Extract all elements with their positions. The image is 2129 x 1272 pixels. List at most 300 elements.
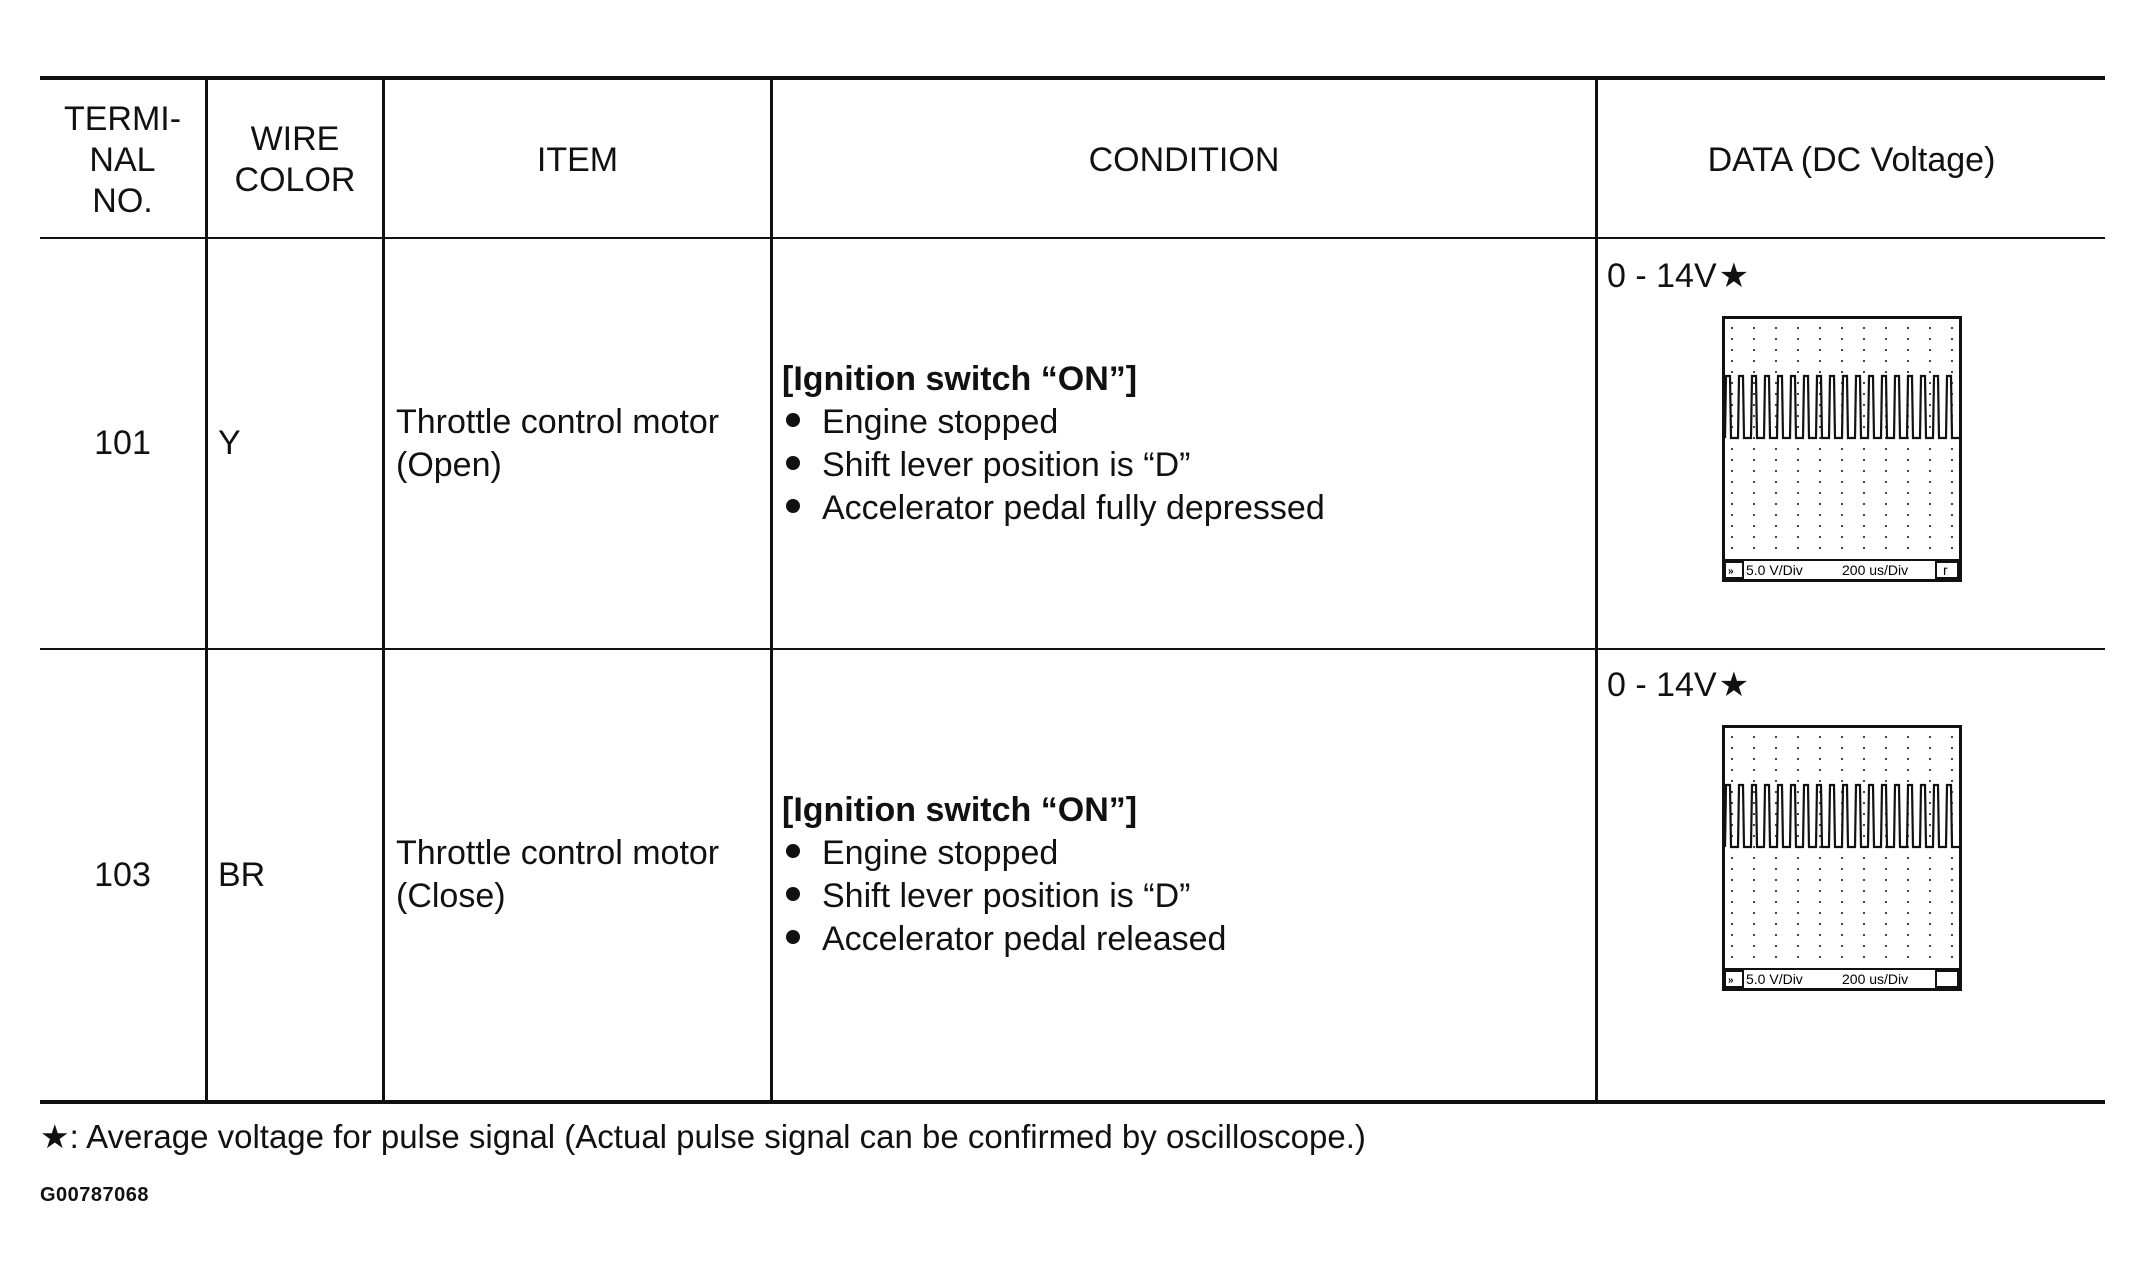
scope-grid-dot bbox=[1929, 824, 1931, 826]
scope-grid-dot bbox=[1885, 481, 1887, 483]
scope-grid-dot bbox=[1775, 492, 1777, 494]
scope-grid-dot bbox=[1753, 349, 1755, 351]
scope-grid-dot bbox=[1753, 912, 1755, 914]
scope-grid-dot bbox=[1929, 426, 1931, 428]
scope-grid-dot bbox=[1753, 393, 1755, 395]
scope-grid-dot bbox=[1731, 923, 1733, 925]
scope-grid-dot bbox=[1731, 769, 1733, 771]
scope-grid-dot bbox=[1951, 514, 1953, 516]
scope-grid-dot bbox=[1753, 459, 1755, 461]
scope-grid-dot bbox=[1731, 470, 1733, 472]
scope-grid-dot bbox=[1951, 547, 1953, 549]
scope-grid-dot bbox=[1863, 802, 1865, 804]
scope-grid-dot bbox=[1951, 879, 1953, 881]
scope-grid-dot bbox=[1731, 349, 1733, 351]
scope-grid-dot bbox=[1731, 912, 1733, 914]
scope-grid-dot bbox=[1929, 923, 1931, 925]
scope-grid-dot bbox=[1863, 525, 1865, 527]
condition-item bbox=[782, 832, 1592, 875]
scope-grid-dot bbox=[1819, 459, 1821, 461]
scope-grid-dot bbox=[1863, 912, 1865, 914]
scope-grid-dot bbox=[1951, 503, 1953, 505]
scope-grid-dot bbox=[1885, 514, 1887, 516]
bullet-icon bbox=[786, 413, 800, 427]
scope-grid-dot bbox=[1907, 780, 1909, 782]
scope-grid-dot bbox=[1775, 327, 1777, 329]
condition-text: Accelerator pedal released bbox=[822, 920, 1227, 958]
scope-grid-dot bbox=[1775, 868, 1777, 870]
scope-grid-dot bbox=[1863, 327, 1865, 329]
condition-item bbox=[782, 487, 1592, 530]
scope-grid-dot bbox=[1907, 525, 1909, 527]
bullet-icon bbox=[786, 499, 800, 513]
header-terminal-line: TERMI- bbox=[63, 99, 182, 138]
scope-grid-dot bbox=[1819, 547, 1821, 549]
scope-grid-dot bbox=[1775, 547, 1777, 549]
scope-grid-dot bbox=[1951, 492, 1953, 494]
scope-grid-dot bbox=[1797, 349, 1799, 351]
scope-grid-dot bbox=[1797, 824, 1799, 826]
scope-tdiv: 200 us/Div bbox=[1842, 971, 1909, 987]
scope-grid-dot bbox=[1907, 371, 1909, 373]
scope-grid-dot bbox=[1841, 536, 1843, 538]
scope-grid-dot bbox=[1951, 934, 1953, 936]
scope-grid-dot bbox=[1775, 536, 1777, 538]
scope-grid-dot bbox=[1929, 890, 1931, 892]
scope-grid-dot bbox=[1797, 758, 1799, 760]
scope-grid-dot bbox=[1863, 349, 1865, 351]
scope-grid-dot bbox=[1907, 536, 1909, 538]
scope-grid-dot bbox=[1885, 736, 1887, 738]
scope-grid-dot bbox=[1731, 956, 1733, 958]
scope-grid-dot bbox=[1819, 890, 1821, 892]
scope-grid-dot bbox=[1753, 470, 1755, 472]
scope-grid-dot bbox=[1841, 868, 1843, 870]
oscilloscope-graphic bbox=[1722, 316, 1962, 582]
scope-grid-dot bbox=[1863, 758, 1865, 760]
scope-grid-dot bbox=[1731, 459, 1733, 461]
header-wire-color bbox=[208, 82, 382, 238]
scope-grid-dot bbox=[1775, 901, 1777, 903]
scope-grid-dot bbox=[1929, 536, 1931, 538]
header-item bbox=[385, 82, 770, 238]
scope-grid-dot bbox=[1819, 846, 1821, 848]
scope-grid-dot bbox=[1753, 868, 1755, 870]
scope-grid-dot bbox=[1753, 536, 1755, 538]
scope-grid-dot bbox=[1819, 758, 1821, 760]
scope-grid-dot bbox=[1775, 448, 1777, 450]
scope-grid-dot bbox=[1907, 934, 1909, 936]
scope-grid-dot bbox=[1775, 747, 1777, 749]
scope-grid-dot bbox=[1797, 393, 1799, 395]
scope-grid-dot bbox=[1731, 879, 1733, 881]
scope-grid-dot bbox=[1951, 327, 1953, 329]
scope-grid-dot bbox=[1929, 934, 1931, 936]
scope-grid-dot bbox=[1775, 769, 1777, 771]
scope-grid-dot bbox=[1863, 503, 1865, 505]
condition-cell bbox=[782, 239, 1592, 648]
voltage-value bbox=[1607, 665, 1749, 705]
scope-grid-dot bbox=[1731, 901, 1733, 903]
scope-grid-dot bbox=[1885, 945, 1887, 947]
scope-tdiv: 200 us/Div bbox=[1842, 562, 1909, 578]
scope-grid-dot bbox=[1863, 945, 1865, 947]
scope-grid-dot bbox=[1797, 404, 1799, 406]
scope-grid-dot bbox=[1775, 736, 1777, 738]
scope-grid-dot bbox=[1951, 956, 1953, 958]
scope-grid-dot bbox=[1753, 371, 1755, 373]
scope-grid-dot bbox=[1753, 890, 1755, 892]
scope-grid-dot bbox=[1753, 879, 1755, 881]
scope-grid-dot bbox=[1775, 879, 1777, 881]
scope-grid-dot bbox=[1819, 371, 1821, 373]
scope-grid-dot bbox=[1929, 415, 1931, 417]
condition-item bbox=[782, 401, 1592, 444]
scope-grid-dot bbox=[1841, 459, 1843, 461]
scope-grid-dot bbox=[1929, 945, 1931, 947]
condition-title: [Ignition switch “ON”] bbox=[782, 359, 1138, 398]
header-condition-label: CONDITION bbox=[1088, 140, 1280, 179]
scope-grid-dot bbox=[1753, 791, 1755, 793]
scope-grid-dot bbox=[1753, 835, 1755, 837]
scope-grid-dot bbox=[1753, 923, 1755, 925]
scope-grid-dot bbox=[1819, 956, 1821, 958]
voltage-range: 0 - 14V bbox=[1607, 256, 1717, 295]
scope-grid-dot bbox=[1731, 371, 1733, 373]
scope-grid-dot bbox=[1841, 525, 1843, 527]
scope-grid-dot bbox=[1929, 404, 1931, 406]
scope-grid-dot bbox=[1819, 934, 1821, 936]
scope-grid-dot bbox=[1863, 835, 1865, 837]
voltage-value bbox=[1607, 256, 1749, 296]
bullet-icon bbox=[786, 456, 800, 470]
scope-grid-dot bbox=[1797, 481, 1799, 483]
header-data bbox=[1598, 82, 2105, 238]
scope-vdiv: 5.0 V/Div bbox=[1746, 562, 1803, 578]
item-cell bbox=[396, 239, 766, 648]
scope-grid-dot bbox=[1797, 956, 1799, 958]
scope-grid-dot bbox=[1775, 349, 1777, 351]
scope-grid-dot bbox=[1797, 945, 1799, 947]
scope-grid-dot bbox=[1797, 525, 1799, 527]
scope-grid-dot bbox=[1929, 813, 1931, 815]
scope-grid-dot bbox=[1819, 912, 1821, 914]
scope-grid-dot bbox=[1775, 857, 1777, 859]
scope-grid-dot bbox=[1841, 747, 1843, 749]
scope-grid-dot bbox=[1863, 824, 1865, 826]
scope-grid-dot bbox=[1753, 525, 1755, 527]
scope-grid-dot bbox=[1819, 437, 1821, 439]
scope-grid-dot bbox=[1731, 338, 1733, 340]
scope-grid-dot bbox=[1753, 415, 1755, 417]
scope-grid-dot bbox=[1863, 371, 1865, 373]
scope-grid-dot bbox=[1907, 547, 1909, 549]
scope-grid-dot bbox=[1819, 901, 1821, 903]
scope-grid-dot bbox=[1819, 736, 1821, 738]
terminal-number-cell bbox=[40, 239, 205, 648]
scope-grid-dot bbox=[1797, 835, 1799, 837]
scope-grid-dot bbox=[1753, 404, 1755, 406]
scope-grid-dot bbox=[1863, 536, 1865, 538]
scope-grid-dot bbox=[1841, 371, 1843, 373]
scope-grid-dot bbox=[1819, 338, 1821, 340]
scope-grid-dot bbox=[1841, 934, 1843, 936]
scope-grid-dot bbox=[1885, 857, 1887, 859]
star-icon: ★ bbox=[1718, 257, 1750, 295]
condition-item bbox=[782, 918, 1592, 961]
scope-grid-dot bbox=[1863, 481, 1865, 483]
footnote bbox=[40, 1117, 1366, 1156]
item-name: Throttle control motor bbox=[396, 834, 720, 872]
scope-grid-dot bbox=[1753, 492, 1755, 494]
scope-grid-dot bbox=[1929, 393, 1931, 395]
scope-grid-dot bbox=[1841, 857, 1843, 859]
scope-grid-dot bbox=[1797, 868, 1799, 870]
scope-grid-dot bbox=[1819, 945, 1821, 947]
scope-grid-dot bbox=[1907, 868, 1909, 870]
scope-grid-dot bbox=[1929, 912, 1931, 914]
scope-grid-dot bbox=[1753, 327, 1755, 329]
scope-grid-dot bbox=[1819, 857, 1821, 859]
scope-grid-dot bbox=[1819, 503, 1821, 505]
scope-grid-dot bbox=[1929, 382, 1931, 384]
scope-grid-dot bbox=[1885, 758, 1887, 760]
scope-grid-dot bbox=[1753, 547, 1755, 549]
scope-grid-dot bbox=[1863, 956, 1865, 958]
scope-grid-dot bbox=[1819, 448, 1821, 450]
scope-grid-dot bbox=[1929, 956, 1931, 958]
scope-grid-dot bbox=[1797, 747, 1799, 749]
scope-grid-dot bbox=[1885, 912, 1887, 914]
scope-grid-dot bbox=[1863, 547, 1865, 549]
scope-grid-dot bbox=[1907, 956, 1909, 958]
scope-grid-dot bbox=[1841, 338, 1843, 340]
scope-grid-dot bbox=[1929, 338, 1931, 340]
condition-text: Shift lever position is “D” bbox=[822, 877, 1191, 915]
scope-grid-dot bbox=[1841, 901, 1843, 903]
scope-grid-dot bbox=[1951, 536, 1953, 538]
scope-grid-dot bbox=[1797, 780, 1799, 782]
item-qualifier: (Close) bbox=[396, 877, 506, 915]
scope-grid-dot bbox=[1731, 791, 1733, 793]
scope-grid-dot bbox=[1775, 459, 1777, 461]
scope-grid-dot bbox=[1775, 934, 1777, 936]
scope-grid-dot bbox=[1797, 492, 1799, 494]
scope-grid-dot bbox=[1797, 371, 1799, 373]
scope-grid-dot bbox=[1863, 857, 1865, 859]
scope-grid-dot bbox=[1819, 360, 1821, 362]
scope-grid-dot bbox=[1753, 857, 1755, 859]
scope-grid-dot bbox=[1929, 349, 1931, 351]
item-name: Throttle control motor bbox=[396, 402, 720, 441]
scope-grid-dot bbox=[1885, 470, 1887, 472]
scope-grid-dot bbox=[1885, 890, 1887, 892]
header-terminal-line: NO. bbox=[92, 181, 153, 220]
scope-grid-dot bbox=[1797, 327, 1799, 329]
scope-grid-dot bbox=[1797, 791, 1799, 793]
scope-grid-dot bbox=[1819, 769, 1821, 771]
oscilloscope-waveform bbox=[1722, 725, 1962, 991]
scope-grid-dot bbox=[1775, 945, 1777, 947]
scope-grid-dot bbox=[1819, 514, 1821, 516]
scope-grid-dot bbox=[1951, 338, 1953, 340]
footnote-text: : Average voltage for pulse signal (Actual pulse signal can be confirmed by oscilloscope.) bbox=[69, 1117, 1366, 1155]
scope-grid-dot bbox=[1885, 868, 1887, 870]
scope-grid-dot bbox=[1951, 769, 1953, 771]
scope-grid-dot bbox=[1885, 901, 1887, 903]
scope-grid-dot bbox=[1841, 481, 1843, 483]
scope-grid-dot bbox=[1863, 791, 1865, 793]
scope-grid-dot bbox=[1907, 448, 1909, 450]
scope-grid-dot bbox=[1951, 945, 1953, 947]
scope-grid-dot bbox=[1929, 901, 1931, 903]
scope-grid-dot bbox=[1929, 514, 1931, 516]
scope-grid-dot bbox=[1863, 382, 1865, 384]
scope-grid-dot bbox=[1863, 934, 1865, 936]
scope-grid-dot bbox=[1885, 879, 1887, 881]
scope-grid-dot bbox=[1907, 338, 1909, 340]
scope-grid-dot bbox=[1819, 492, 1821, 494]
oscilloscope-waveform bbox=[1722, 316, 1962, 582]
scope-grid-dot bbox=[1841, 912, 1843, 914]
scope-grid-dot bbox=[1863, 514, 1865, 516]
scope-grid-dot bbox=[1863, 879, 1865, 881]
scope-channel-icon: » bbox=[1728, 566, 1734, 577]
header-terminal-line: NAL bbox=[89, 140, 156, 179]
scope-grid-dot bbox=[1907, 857, 1909, 859]
scope-grid-dot bbox=[1841, 890, 1843, 892]
scope-grid-dot bbox=[1731, 758, 1733, 760]
scope-grid-dot bbox=[1819, 923, 1821, 925]
scope-grid-dot bbox=[1819, 879, 1821, 881]
scope-grid-dot bbox=[1907, 349, 1909, 351]
scope-grid-dot bbox=[1885, 503, 1887, 505]
scope-grid-dot bbox=[1753, 824, 1755, 826]
scope-grid-dot bbox=[1929, 835, 1931, 837]
scope-grid-dot bbox=[1863, 470, 1865, 472]
terminal-number: 103 bbox=[94, 855, 151, 894]
scope-grid-dot bbox=[1753, 802, 1755, 804]
scope-grid-dot bbox=[1797, 547, 1799, 549]
scope-grid-dot bbox=[1753, 813, 1755, 815]
scope-grid-dot bbox=[1775, 956, 1777, 958]
scope-grid-dot bbox=[1797, 503, 1799, 505]
scope-grid-dot bbox=[1863, 448, 1865, 450]
scope-grid-dot bbox=[1775, 382, 1777, 384]
scope-grid-dot bbox=[1841, 879, 1843, 881]
scope-grid-dot bbox=[1863, 426, 1865, 428]
scope-grid-dot bbox=[1731, 481, 1733, 483]
document-id: G00787068 bbox=[40, 1184, 150, 1206]
scope-grid-dot bbox=[1951, 747, 1953, 749]
scope-grid-dot bbox=[1929, 371, 1931, 373]
scope-grid-dot bbox=[1775, 525, 1777, 527]
scope-channel-icon: » bbox=[1728, 975, 1734, 986]
terminal-number: 101 bbox=[94, 424, 151, 462]
scope-grid-dot bbox=[1929, 857, 1931, 859]
scope-grid-dot bbox=[1841, 758, 1843, 760]
scope-grid-dot bbox=[1951, 448, 1953, 450]
scope-grid-dot bbox=[1797, 470, 1799, 472]
scope-grid-dot bbox=[1863, 393, 1865, 395]
scope-grid-dot bbox=[1731, 945, 1733, 947]
scope-grid-dot bbox=[1907, 890, 1909, 892]
scope-grid-dot bbox=[1753, 747, 1755, 749]
scope-grid-dot bbox=[1951, 890, 1953, 892]
scope-grid-dot bbox=[1731, 327, 1733, 329]
scope-grid-dot bbox=[1863, 736, 1865, 738]
scope-grid-dot bbox=[1841, 547, 1843, 549]
scope-grid-dot bbox=[1885, 338, 1887, 340]
scope-grid-dot bbox=[1797, 923, 1799, 925]
scope-grid-dot bbox=[1731, 448, 1733, 450]
scope-grid-dot bbox=[1841, 945, 1843, 947]
scope-grid-dot bbox=[1731, 868, 1733, 870]
scope-grid-dot bbox=[1797, 879, 1799, 881]
scope-grid-dot bbox=[1731, 503, 1733, 505]
scope-grid-dot bbox=[1863, 492, 1865, 494]
scope-grid-dot bbox=[1863, 780, 1865, 782]
wire-color: Y bbox=[218, 424, 241, 462]
scope-grid-dot bbox=[1753, 503, 1755, 505]
scope-grid-dot bbox=[1841, 780, 1843, 782]
scope-grid-dot bbox=[1907, 492, 1909, 494]
scope-grid-dot bbox=[1753, 437, 1755, 439]
scope-grid-dot bbox=[1929, 780, 1931, 782]
scope-grid-dot bbox=[1885, 327, 1887, 329]
scope-grid-dot bbox=[1753, 448, 1755, 450]
scope-grid-dot bbox=[1841, 503, 1843, 505]
header-wire-line: COLOR bbox=[234, 161, 356, 199]
scope-grid-dot bbox=[1775, 481, 1777, 483]
scope-grid-dot bbox=[1797, 448, 1799, 450]
scope-grid-dot bbox=[1929, 736, 1931, 738]
voltage-range: 0 - 14V bbox=[1607, 665, 1717, 704]
condition-item bbox=[782, 875, 1592, 918]
scope-grid-dot bbox=[1797, 912, 1799, 914]
scope-grid-dot bbox=[1885, 934, 1887, 936]
scope-grid-dot bbox=[1907, 769, 1909, 771]
scope-grid-dot bbox=[1841, 448, 1843, 450]
scope-grid-dot bbox=[1929, 868, 1931, 870]
oscilloscope-graphic bbox=[1722, 725, 1962, 991]
star-icon: ★ bbox=[1718, 666, 1750, 704]
scope-grid-dot bbox=[1907, 879, 1909, 881]
scope-grid-dot bbox=[1819, 481, 1821, 483]
header-data-label: DATA (DC Voltage) bbox=[1707, 140, 1996, 179]
scope-grid-dot bbox=[1753, 945, 1755, 947]
scope-grid-dot bbox=[1863, 459, 1865, 461]
scope-grid-dot bbox=[1885, 769, 1887, 771]
scope-grid-dot bbox=[1753, 736, 1755, 738]
scope-grid-dot bbox=[1797, 459, 1799, 461]
scope-grid-dot bbox=[1775, 758, 1777, 760]
scope-grid-dot bbox=[1907, 912, 1909, 914]
scope-grid-dot bbox=[1819, 536, 1821, 538]
scope-corner-label: r bbox=[1943, 562, 1948, 578]
scope-grid-dot bbox=[1731, 747, 1733, 749]
scope-grid-dot bbox=[1775, 338, 1777, 340]
scope-grid-dot bbox=[1863, 360, 1865, 362]
scope-grid-dot bbox=[1929, 470, 1931, 472]
scope-grid-dot bbox=[1951, 857, 1953, 859]
scope-grid-dot bbox=[1907, 481, 1909, 483]
scope-grid-dot bbox=[1951, 481, 1953, 483]
scope-grid-dot bbox=[1775, 912, 1777, 914]
header-wire-line: WIRE bbox=[250, 120, 340, 158]
scope-grid-dot bbox=[1753, 758, 1755, 760]
item-cell bbox=[396, 650, 766, 1100]
